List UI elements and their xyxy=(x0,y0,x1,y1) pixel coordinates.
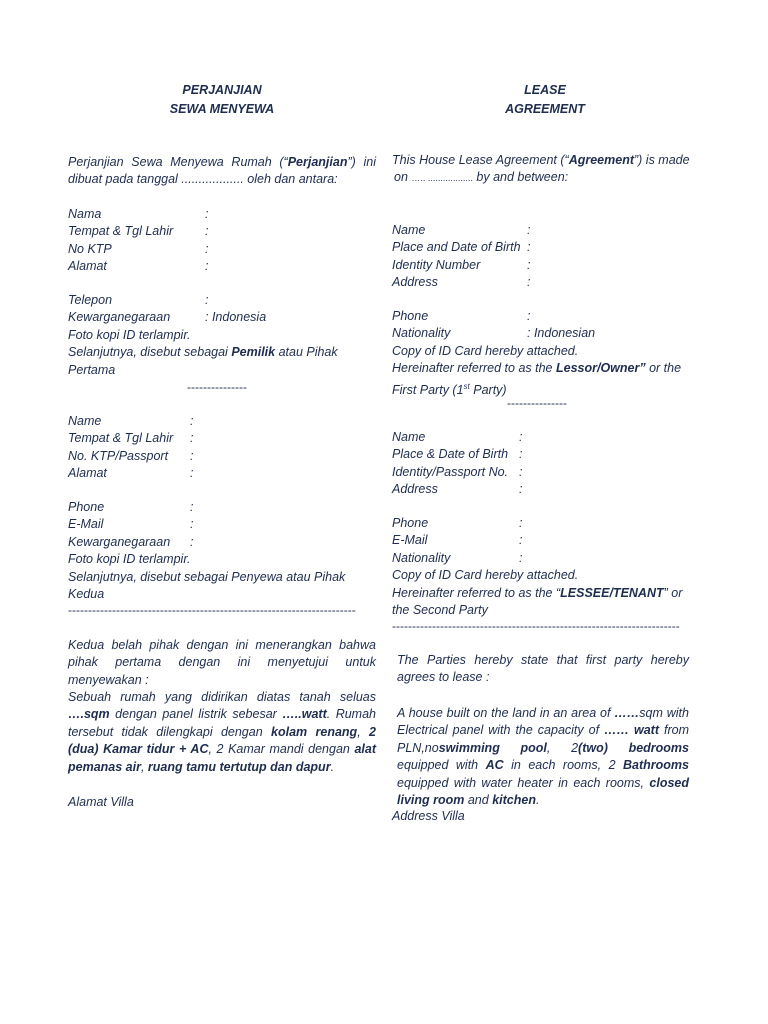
right-title xyxy=(392,81,698,119)
right-p2-row-address: Address : xyxy=(392,482,523,497)
right-title-line2: AGREEMENT xyxy=(505,102,585,116)
left-party2-fields xyxy=(68,413,193,483)
right-p1-row-name: Name : xyxy=(392,223,531,237)
right-title-line1: LEASE xyxy=(524,83,566,97)
left-p1-row-nationality: Kewarganegaraan : Indonesia xyxy=(68,310,267,325)
left-intro-text-a: Perjanjian Sewa Menyewa Rumah (“ xyxy=(68,155,288,169)
left-separator: --------------- xyxy=(187,380,247,394)
right-p1-reference: Hereinafter referred to as the Lessor/Owner” or the First Party (1st Party) xyxy=(392,361,682,397)
left-p1-row-address: Alamat : xyxy=(68,259,209,274)
left-title-line2: SEWA MENYEWA xyxy=(169,102,275,116)
left-title xyxy=(68,81,376,119)
right-p1-row-address: Address : xyxy=(392,275,531,290)
left-p2-row-ktp: No. KTP/Passport : xyxy=(68,448,194,463)
left-p2-reference: Selanjutnya, disebut sebagai Penyewa atau Pihak Kedua xyxy=(68,569,346,602)
right-p2-row-nationality: Nationality : xyxy=(392,550,523,565)
left-divider: ------------------------------------------------------------------------ xyxy=(68,603,356,617)
right-p1-copy-note: Copy of ID Card hereby attached. xyxy=(392,343,579,358)
right-divider: ------------------------------------------------------------------------ xyxy=(392,619,680,633)
right-separator: --------------- xyxy=(507,396,567,410)
left-p1-row-birth: Tempat & Tgl Lahir : xyxy=(68,224,209,239)
right-p2-reference: Hereinafter referred to as the “LESSEE/TENANT” or the Second Party xyxy=(392,585,683,618)
right-p2-row-phone: Phone : xyxy=(392,516,523,530)
right-p2-row-email: E-Mail : xyxy=(392,533,523,548)
right-p1-row-birth: Place and Date of Birth : xyxy=(392,240,531,255)
left-p2-row-nationality: Kewarganegaraan : xyxy=(68,534,194,549)
right-party2-fields xyxy=(392,429,522,499)
right-party1-contact xyxy=(392,308,698,399)
right-p2-copy-note: Copy of ID Card hereby attached. xyxy=(392,568,579,583)
left-address-villa: Alamat Villa xyxy=(68,795,134,809)
right-party1-fields xyxy=(392,222,530,292)
right-p1-row-phone: Phone : xyxy=(392,309,531,323)
right-p2-row-birth: Place & Date of Birth : xyxy=(392,447,523,462)
left-p2-row-phone: Phone : xyxy=(68,500,194,514)
left-p2-row-address: Alamat : xyxy=(68,466,194,481)
left-p1-reference: Selanjutnya, disebut sebagai Pemilik atau Pihak Pertama xyxy=(68,345,338,377)
left-intro xyxy=(68,154,376,189)
left-p1-copy-note: Foto kopi ID terlampir. xyxy=(68,327,191,342)
left-p2-copy-note: Foto kopi ID terlampir. xyxy=(68,552,191,567)
left-title-line1: PERJANJIAN xyxy=(182,83,262,97)
left-party2-contact xyxy=(68,499,376,603)
right-party2-contact xyxy=(392,515,698,619)
left-description: Sebuah rumah yang didirikan diatas tanah seluas ….sqm dengan panel listrik sebesar …..watt. Rumah tersebut tidak dilengkapi dengan kolam renang, 2 (dua) Kamar tidur + AC, 2 Kamar mandi dengan alat pemanas air, ruang tamu tertutup dan dapur. xyxy=(68,690,376,774)
left-party1-contact xyxy=(68,292,376,379)
right-p2-row-identity: Identity/Passport No. : xyxy=(392,464,523,479)
right-intro: This House Lease Agreement (“Agreement”) is made on ….. .................. by and between: xyxy=(392,153,690,185)
left-intro-text-b: ”) ini dibuat pada tanggal .................. oleh dan antara: xyxy=(68,155,376,187)
right-address-villa: Address Villa xyxy=(392,809,465,823)
right-p1-row-identity: Identity Number : xyxy=(392,257,531,272)
left-statement: Kedua belah pihak dengan ini menerangkan bahwa pihak pertama dengan ini menyetujui untuk menyewakan : xyxy=(68,638,376,687)
left-p1-row-name: Nama : xyxy=(68,207,209,221)
left-p2-row-email: E-Mail : xyxy=(68,517,194,532)
left-intro-bold: Perjanjian xyxy=(287,155,348,169)
left-p1-row-ktp: No KTP : xyxy=(68,241,209,256)
right-description: A house built on the land in an area of ……sqm with Electrical panel with the capacity of …… watt from PLN,noswimming pool, 2(two) bedrooms equipped with AC in each rooms, 2 Bathrooms equipped with water heater in each rooms, closed living room and kitchen. xyxy=(397,706,689,808)
left-party1-fields xyxy=(68,206,208,276)
right-statement: The Parties hereby state that first party hereby agrees to lease : xyxy=(397,653,689,685)
right-p2-row-name: Name : xyxy=(392,430,523,444)
left-p1-row-phone: Telepon : xyxy=(68,293,209,307)
right-p1-row-nationality: Nationality : Indonesian xyxy=(392,326,596,341)
left-p2-row-name: Name : xyxy=(68,414,194,428)
left-p2-row-birth: Tempat & Tgl Lahir : xyxy=(68,431,194,446)
